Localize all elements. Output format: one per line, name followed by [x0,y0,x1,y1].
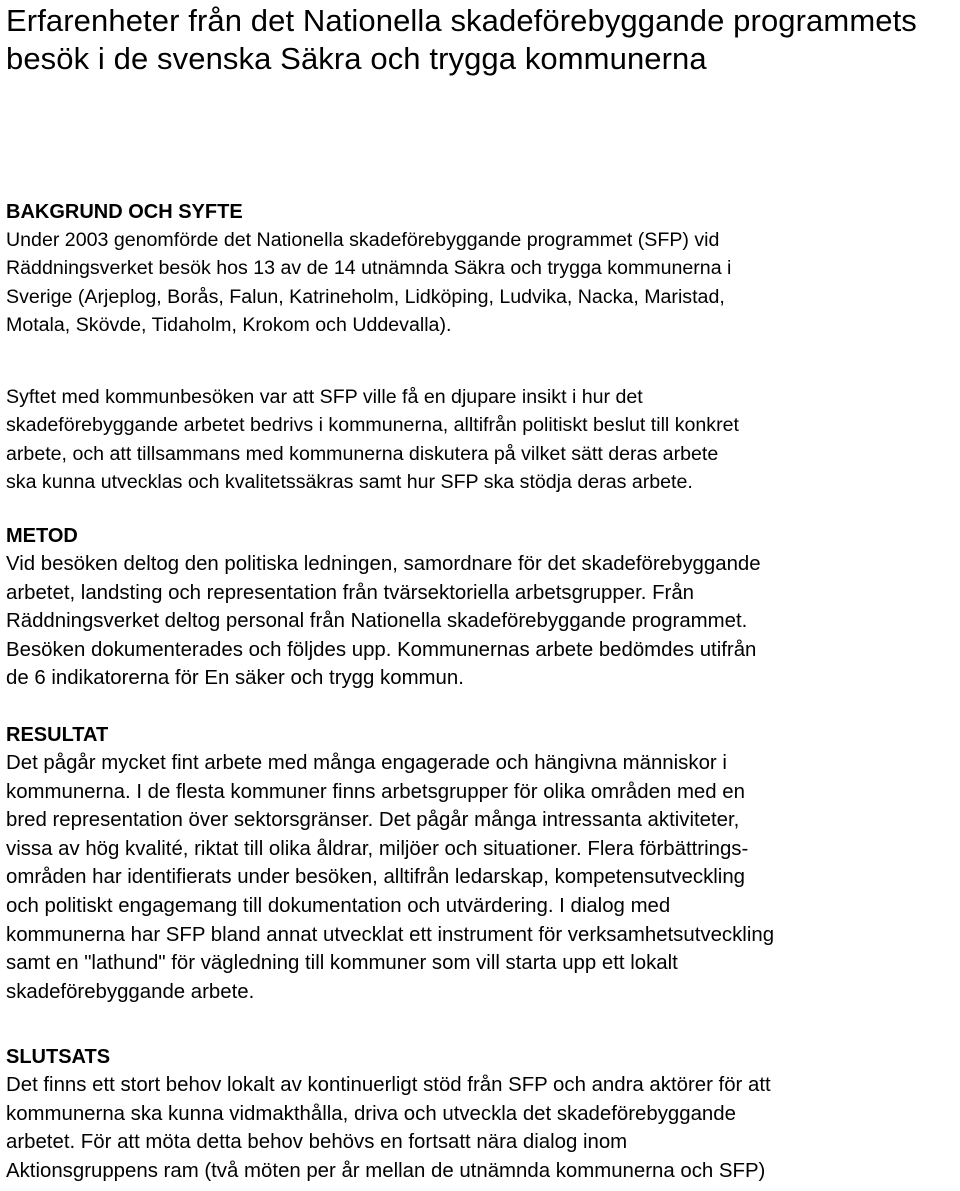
paragraph-syfte: Syftet med kommunbesöken var att SFP ville få en djupare insikt i hur det skadeförebyggande arbetet bedrivs i kommunerna, alltifrån politiskt beslut till konkret arbete, och att tillsammans med kommunerna diskutera på vilket sätt deras arbete ska kunna utvecklas och kvalitetssäkras samt hur SFP ska stödja deras arbete. [6,386,739,494]
paragraph-slutsats: Det finns ett stort behov lokalt av kontinuerligt stöd från SFP och andra aktörer för att kommunerna ska kunna vidmakthålla, driva och utveckla det skadeförebyggande arbetet. För att möta detta behov behövs en fortsatt nära dialog inom Aktionsgruppens ram (två möten per år mellan de utnämnda kommunerna och SFP) [6,1074,771,1182]
document-page [6,0,956,1182]
document-title: Erfarenheter från det Nationella skadeförebyggande programmets besök i de svenska Säkra och trygga kommunerna [6,3,917,76]
section-resultat [6,721,958,1006]
paragraph-resultat: Det pågår mycket fint arbete med många engagerade och hängivna människor i kommunerna. I de flesta kommuner finns arbetsgrupper för olika områden med en bred representation över sektorsgränser. Det pågår många intressanta aktiviteter, vissa av hög kvalité, riktat till olika åldrar, miljöer och situationer. Flera förbättrings- områden har identifierats under besöken, alltifrån ledarskap, kompetensutveckling och politiskt engagemang till dokumentation och utvärdering. I dialog med kommunerna har SFP bland annat utvecklat ett instrument för verksamhetsutveckling samt en "lathund" för vägledning till kommuner som vill starta upp ett lokalt skadeförebyggande arbete. [6,752,775,1003]
heading-resultat: RESULTAT [6,724,109,746]
section-slutsats [6,1043,958,1185]
paragraph-bakgrund: Under 2003 genomförde det Nationella skadeförebyggande programmet (SFP) vid Räddningsverket besök hos 13 av de 14 utnämnda Säkra och trygga kommunerna i Sverige (Arjeplog, Borås, Falun, Katrineholm, Lidköping, Ludvika, Nacka, Maristad, Motala, Skövde, Tidaholm, Krokom och Uddevalla). [6,229,732,337]
section-metod [6,522,958,693]
section-bakgrund-och-syfte [6,198,958,340]
heading-metod: METOD [6,525,78,547]
paragraph-metod: Vid besöken deltog den politiska ledningen, samordnare för det skadeförebyggande arbetet, landsting och representation från tvärsektoriella arbetsgrupper. Från Räddningsverket deltog personal från Nationella skadeförebyggande programmet. Besöken dokumenterades och följdes upp. Kommunernas arbete bedömdes utifrån de 6 indikatorerna för En säker och trygg kommun. [6,553,761,690]
section-syfte-paragraph [6,383,958,497]
heading-slutsats: SLUTSATS [6,1046,111,1068]
heading-bakgrund-och-syfte: BAKGRUND OCH SYFTE [6,201,243,223]
